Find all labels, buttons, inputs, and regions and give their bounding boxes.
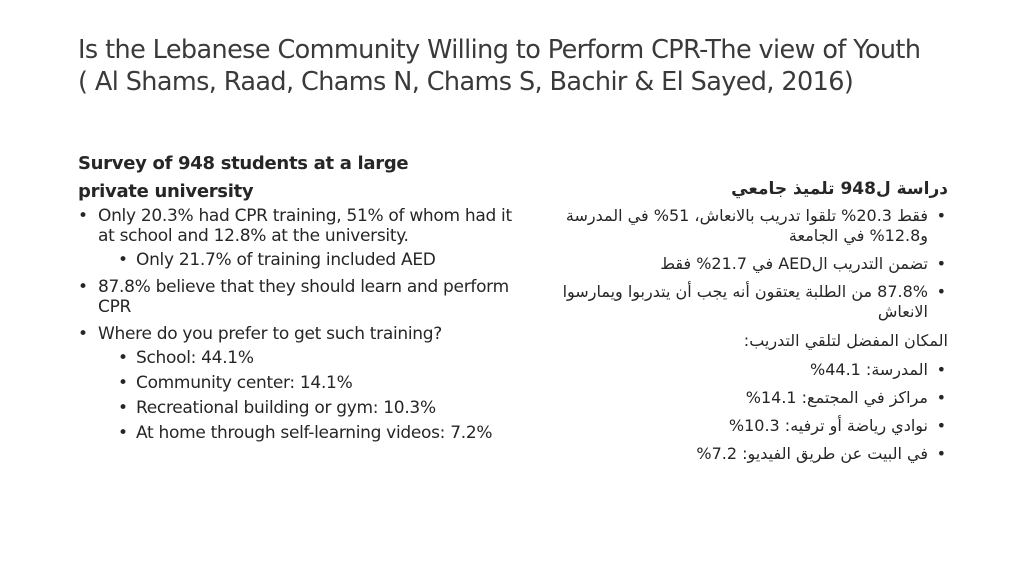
english-heading <box>78 150 518 206</box>
english-subbullet-gym: • Recreational building or gym: 10.3% <box>98 398 518 418</box>
arabic-place-gym: • نوادي رياضة أو ترفيه: 10.3% <box>540 416 948 436</box>
english-content <box>78 150 518 450</box>
english-bullet-believe: • 87.8% believe that they should learn and perform CPR <box>78 277 518 317</box>
arabic-places-list <box>540 360 948 464</box>
english-heading-line-1: Survey of 948 students at a large <box>78 153 409 174</box>
slide-title-line-2: ( Al Shams, Raad, Chams N, Chams S, Bachir & El Sayed, 2016) <box>78 67 854 97</box>
arabic-bullet-list <box>540 206 948 322</box>
english-bullet-training <box>78 206 518 270</box>
english-sublist-places <box>98 348 518 443</box>
english-bullet-where <box>78 324 518 443</box>
arabic-bullet-aed: • تضمن التدريب الAED في 21.7% فقط <box>540 254 948 274</box>
english-subbullet-school: • School: 44.1% <box>98 348 518 368</box>
arabic-place-community: • مراكز في المجتمع: 14.1% <box>540 388 948 408</box>
arabic-place-school: • المدرسة: 44.1% <box>540 360 948 380</box>
arabic-bullet-training: • فقط 20.3% تلقوا تدريب بالانعاش، 51% في المدرسة و12.8% في الجامعة <box>540 206 948 246</box>
english-subbullet-home: • At home through self-learning videos: 7.2% <box>98 423 518 443</box>
english-subbullet-community: • Community center: 14.1% <box>98 373 518 393</box>
arabic-place-home: • في البيت عن طريق الفيديو: 7.2% <box>540 444 948 464</box>
english-subbullet-aed: • Only 21.7% of training included AED <box>98 250 518 270</box>
english-bullet-list <box>78 206 518 443</box>
english-bullet-training-text: Only 20.3% had CPR training, 51% of whom had it at school and 12.8% at the university. <box>98 206 512 246</box>
arabic-preferred-heading: المكان المفضل لتلقي التدريب: <box>743 331 948 350</box>
arabic-bullet-believe: • 87.8% من الطلبة يعتقون أنه يجب أن يتدربوا ويمارسوا الانعاش <box>540 282 948 322</box>
english-bullet-where-text: Where do you prefer to get such training? <box>98 324 442 344</box>
slide-title-line-1: Is the Lebanese Community Willing to Perform CPR-The view of Youth <box>78 35 921 65</box>
english-sublist-aed <box>98 250 518 270</box>
english-heading-line-2: private university <box>78 181 254 202</box>
slide-title <box>78 34 978 98</box>
arabic-heading: دراسة ل948 تلميذ جامعي <box>731 179 948 199</box>
arabic-content <box>540 176 948 472</box>
